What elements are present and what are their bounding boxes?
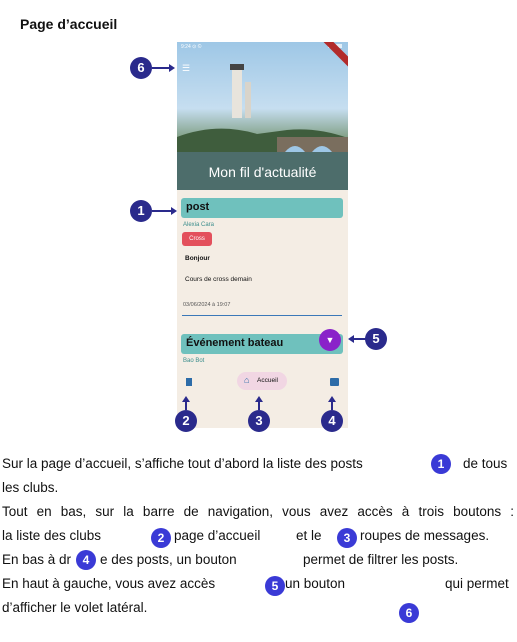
inline-badge-1: 1 [431, 454, 451, 474]
post-date: 03/06/2024 à 19:07 [183, 302, 231, 308]
inline-badge-6: 6 [399, 603, 419, 623]
text-segment: page d’accueil [174, 528, 261, 543]
callout-2: 2 [175, 410, 197, 432]
paragraph-line-7: d’afficher le volet latéral. [2, 600, 148, 615]
feed [177, 190, 348, 380]
callout-arrow [185, 402, 187, 410]
paragraph-line-2: les clubs. [2, 480, 59, 495]
callout-1: 1 [130, 200, 152, 222]
text-segment: permet de filtrer les posts. [303, 552, 459, 567]
callout-arrowhead [169, 64, 175, 72]
text-segment: un bouton [285, 576, 346, 591]
page-title: Page d’accueil [20, 16, 118, 32]
nav-home-button[interactable] [237, 372, 287, 390]
text-segment: qui permet [445, 576, 509, 591]
text-segment: de tous [463, 456, 508, 471]
text-segment: Sur la page d’accueil, s’affiche tout d’abord la liste des posts [2, 456, 363, 471]
app-screenshot [177, 42, 348, 428]
post-tag[interactable]: Cross [182, 232, 212, 246]
inline-badge-2: 2 [151, 528, 171, 548]
inline-badge-4: 4 [76, 550, 96, 570]
text-segment: En bas à dr [2, 552, 72, 567]
text-segment: En haut à gauche, vous avez accès [2, 576, 216, 591]
status-bar: 9:24 ⊙ © [181, 44, 202, 50]
hero-title: Mon fil d'actualité [208, 164, 317, 180]
callout-arrowhead [171, 207, 177, 215]
paragraph-line-4 [2, 524, 514, 548]
hero-image [177, 42, 348, 190]
paragraph-line-6 [2, 572, 514, 596]
home-icon: ⌂ [244, 375, 250, 385]
post-author: Alexia Cara [183, 222, 215, 228]
inline-badge-3: 3 [337, 528, 357, 548]
text-segment: et le [296, 528, 322, 543]
post-divider [182, 315, 342, 316]
callout-5: 5 [365, 328, 387, 350]
post2-header-label: Événement bateau [186, 337, 284, 349]
bottom-nav [177, 367, 348, 397]
post-header[interactable] [181, 198, 343, 218]
text-segment: la liste des clubs [2, 528, 102, 543]
text-segment: e des posts, un bouton [100, 552, 237, 567]
paragraph-line-3: Tout en bas, sur la barre de navigation, vous avez accès à trois boutons : [2, 504, 514, 519]
post-text: Cours de cross demain [185, 276, 252, 283]
callout-4: 4 [321, 410, 343, 432]
post-header-label: post [186, 201, 210, 213]
callout-6: 6 [130, 57, 152, 79]
inline-badge-5: 5 [265, 576, 285, 596]
callout-arrow [152, 210, 171, 212]
callout-arrow [152, 67, 169, 69]
callout-arrow [331, 402, 333, 410]
filter-button[interactable] [319, 329, 341, 351]
callout-arrow [258, 402, 260, 410]
callout-3: 3 [248, 410, 270, 432]
menu-icon[interactable]: ☰ [182, 63, 191, 73]
post-title: Bonjour [185, 255, 210, 262]
text-segment: roupes de messages. [360, 528, 490, 543]
filter-icon: ▼ [325, 335, 335, 345]
message-icon[interactable] [330, 378, 339, 386]
post2-author: Bao Bot [183, 358, 205, 364]
nav-home-label: Accueil [257, 377, 278, 384]
bookmark-icon[interactable] [186, 378, 192, 386]
